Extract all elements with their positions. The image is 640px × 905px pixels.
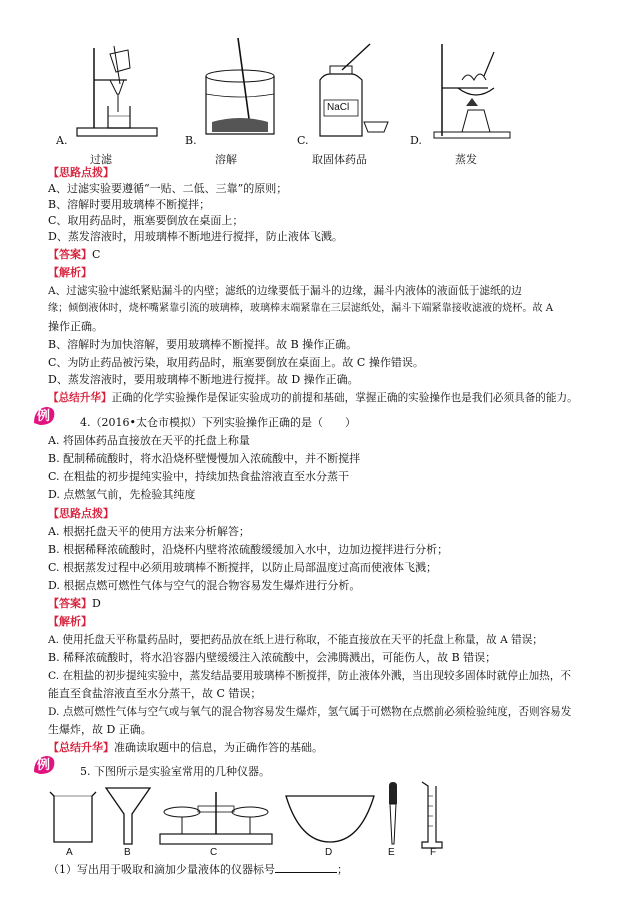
balance-icon (160, 792, 272, 844)
q3-analysis-line: 缘；倾倒液体时，烧杯嘴紧靠引流的玻璃棒，玻璃棒末端紧靠在三层滤纸处，漏斗下端紧靠接收滤液的烧杯。故 A (48, 303, 554, 314)
q4-summary-text: 准确读取题中的信息，为正确作答的基础。 (114, 741, 323, 754)
dissolve-figure (200, 38, 280, 138)
q3-answer-value: C (92, 248, 101, 261)
instrument-label-f: F (430, 847, 437, 858)
q3-hint-line: A、过滤实验要遵循“一贴、二低、三靠”的原则； (48, 182, 288, 195)
q4-hint-line: C. 根据蒸发过程中必须用玻璃棒不断搅拌，以防止局部温度过高而使液体飞溅； (48, 561, 438, 574)
q4-analysis-line: B. 稀释浓硫酸时，将水沿容器内壁缓缓注入浓硫酸中，会沸腾溅出，可能伤人，故 B 错误； (48, 651, 497, 664)
q4-option-d: D. 点燃氢气前，先检验其纯度 (48, 488, 196, 501)
q3-hint-line: C、取用药品时，瓶塞要倒放在桌面上； (48, 214, 244, 227)
q4-analysis-line: 生爆炸，故 D 正确。 (48, 723, 152, 736)
q4-analysis-line: C. 在粗盐的初步提纯实验中，蒸发结晶要用玻璃棒不断搅拌，防止液体外溅，当出现较多固体时就停止加热，不 (48, 670, 571, 682)
q3-summary-text: 正确的化学实验操作是保证实验成功的前提和基础，掌握正确的实验操作也是我们必须具备的能力。 (111, 392, 578, 404)
q3-summary (48, 391, 578, 405)
q4-analysis-heading (48, 615, 92, 629)
instrument-label-a: A (66, 847, 73, 858)
figure-caption-c: 取固体药品 (312, 153, 367, 166)
q3-analysis-line: 操作正确。 (48, 320, 103, 333)
answer-blank[interactable] (275, 862, 337, 873)
q4-option-c: C. 在粗盐的初步提纯实验中，持续加热食盐溶液直至水分蒸干 (48, 470, 350, 483)
q4-answer-value: D (92, 597, 101, 610)
figure-letter-d: D. (410, 134, 422, 147)
q3-analysis-line: A、过滤实验中滤纸紧贴漏斗的内壁；滤纸的边缘要低于漏斗的边缘，漏斗内液体的液面低于滤纸的边 (48, 285, 522, 297)
q4-hint-heading (48, 507, 114, 521)
q3-hint-heading (48, 166, 114, 180)
instrument-label-d: D (325, 847, 333, 858)
q4-summary (48, 741, 323, 755)
instrument-label-e: E (388, 847, 395, 858)
q5-question-1 (48, 862, 348, 877)
example-badge-text: 例 (37, 409, 51, 424)
q3-analysis-tag: 【解析】 (48, 266, 92, 279)
q4-answer (48, 597, 101, 611)
q3-analysis-line: C、为防止药品被污染，取用药品时，瓶塞要倒放在桌面上。故 C 操作错误。 (48, 356, 424, 369)
q3-analysis-line: D、蒸发溶液时，要用玻璃棒不断地进行搅拌。故 D 操作正确。 (48, 373, 359, 386)
q4-analysis-line: D. 点燃可燃性气体与空气或与氧气的混合物容易发生爆炸，氢气属于可燃物在点燃前必须检验纯度，否则容易发 (48, 706, 572, 718)
evaporation-figure (432, 40, 512, 140)
solid-reagent-figure (312, 40, 392, 140)
q4-hint-line: B. 根据稀释浓硫酸时，沿烧杯内壁将浓硫酸缓缓加入水中，边加边搅拌进行分析； (48, 543, 449, 556)
q4-summary-tag: 【总结升华】 (48, 741, 114, 754)
q4-hint-line: D. 根据点燃可燃性气体与空气的混合物容易发生爆炸进行分析。 (48, 579, 361, 592)
q4-analysis-tag: 【解析】 (48, 615, 92, 628)
figure-caption-b: 溶解 (215, 153, 237, 166)
q4-analysis-line: A. 使用托盘天平称量药品时，要把药品放在纸上进行称取，不能直接放在天平的托盘上称量，故 A 错误； (48, 634, 543, 646)
q3-analysis-line: B、溶解时为加快溶解，要用玻璃棒不断搅拌。故 B 操作正确。 (48, 338, 358, 351)
filtration-figure (72, 40, 162, 140)
q4-hint-line: A. 根据托盘天平的使用方法来分析解答； (48, 525, 250, 538)
figure-letter-b: B. (185, 134, 197, 147)
q4-option-a: A. 将固体药品直接放在天平的托盘上称量 (48, 434, 250, 447)
q5-question-1-text: （1）写出用于吸取和滴加少量液体的仪器标号 (48, 863, 275, 876)
q3-hint-tag: 【思路点拨】 (48, 166, 114, 179)
q4-stem: 4.（2016•太仓市模拟）下列实验操作正确的是（ ） (80, 416, 356, 429)
q3-analysis-heading (48, 266, 92, 280)
q4-option-b: B. 配制稀硫酸时，将水沿烧杯壁慢慢加入浓硫酸中，并不断搅拌 (48, 452, 361, 465)
q3-hint-line: B、溶解时要用玻璃棒不断搅拌； (48, 198, 211, 211)
figure-caption-d: 蒸发 (455, 153, 477, 166)
figure-letter-a: A. (56, 134, 68, 147)
dropper-icon (389, 782, 397, 844)
q5-stem: 5. 下图所示是实验室常用的几种仪器。 (80, 765, 270, 778)
instrument-label-b: B (124, 847, 131, 858)
instrument-label-c: C (210, 847, 218, 858)
figure-caption-a: 过滤 (90, 153, 112, 166)
q4-answer-tag: 【答案】 (48, 597, 92, 610)
q5-question-1-end: ； (337, 863, 348, 876)
q3-hint-line: D、蒸发溶液时，用玻璃棒不断地进行搅拌，防止液体飞溅。 (48, 230, 343, 243)
funnel-icon (106, 788, 150, 844)
q4-analysis-line: 能直至食盐溶液直至水分蒸干，故 C 错误； (48, 687, 262, 700)
graduated-cylinder-icon (422, 782, 442, 848)
q3-summary-tag: 【总结升华】 (48, 392, 112, 404)
evaporating-dish-icon (286, 796, 374, 842)
figure-letter-c: C. (297, 134, 309, 147)
example-badge-text: 例 (37, 758, 51, 773)
nacl-label: NaCl (327, 102, 350, 113)
q4-hint-tag: 【思路点拨】 (48, 507, 114, 520)
q3-answer (48, 248, 100, 262)
q3-answer-tag: 【答案】 (48, 248, 92, 261)
beaker-icon (50, 792, 96, 842)
